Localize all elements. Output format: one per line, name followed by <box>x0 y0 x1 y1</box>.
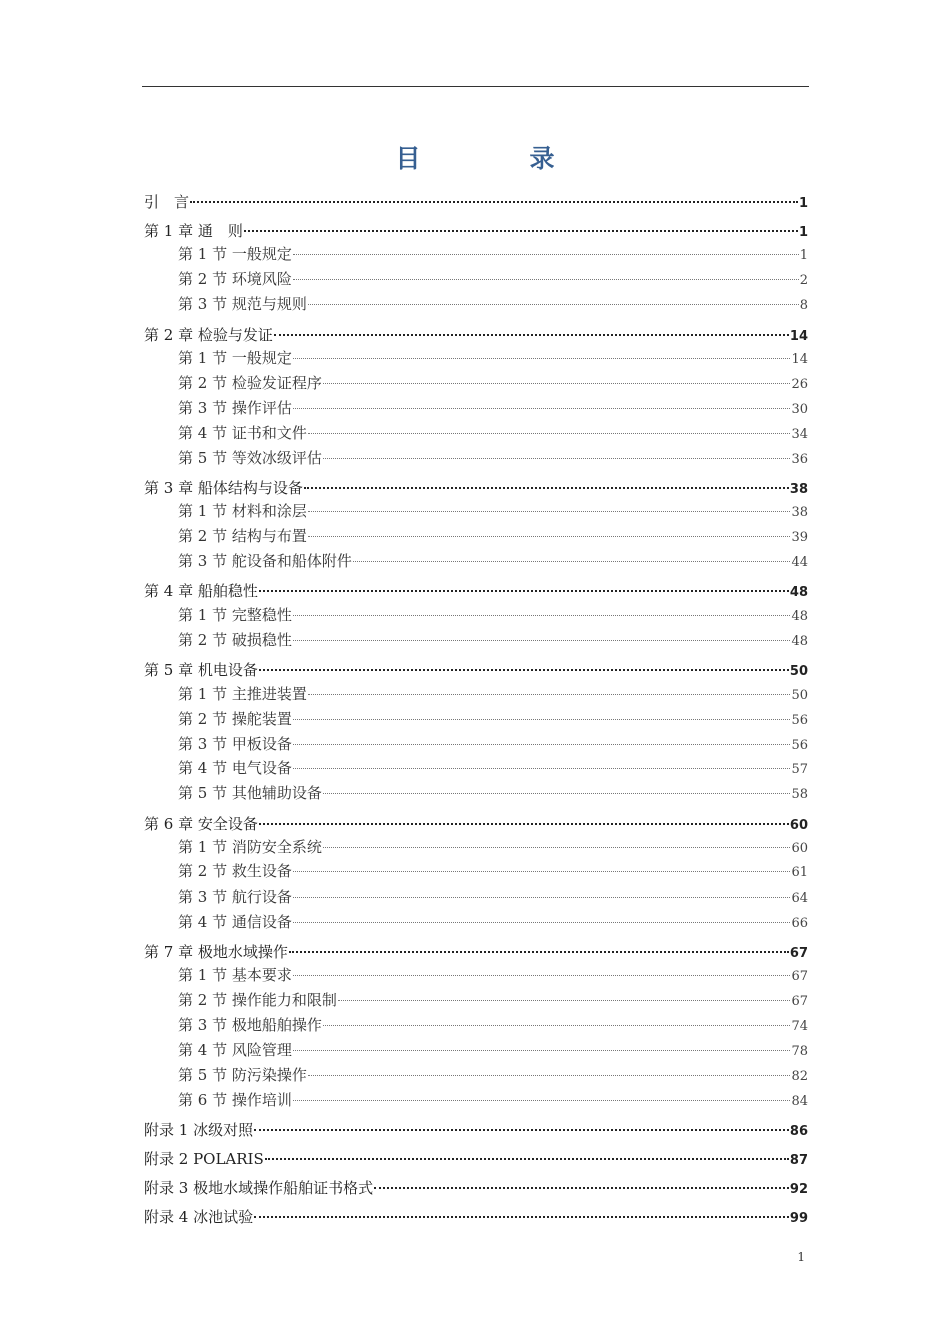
toc-chapter-entry[interactable] <box>144 1178 808 1198</box>
toc-entry-label: 第 3 节 极地船舶操作 <box>178 1016 322 1034</box>
toc-entry-page: 38 <box>789 482 808 497</box>
dot-leader <box>293 975 791 976</box>
toc-chapter-entry[interactable] <box>144 1207 808 1227</box>
toc-entry-label: 第 5 节 防污染操作 <box>178 1066 307 1084</box>
dot-leader <box>293 897 791 898</box>
toc-section-entry[interactable] <box>144 837 808 857</box>
toc-entry-page: 82 <box>791 1069 808 1084</box>
toc-entry-label: 第 3 节 规范与规则 <box>178 295 307 313</box>
toc-section-entry[interactable] <box>144 448 808 468</box>
toc-section-entry[interactable] <box>144 1015 808 1035</box>
toc-entry-label: 第 2 节 救生设备 <box>178 862 292 880</box>
dot-leader <box>323 793 791 794</box>
toc-entry-page: 1 <box>799 248 808 263</box>
toc-entry-page: 78 <box>791 1044 808 1059</box>
dot-leader <box>323 847 791 848</box>
toc-entry-page: 56 <box>791 713 808 728</box>
dot-leader <box>293 719 791 720</box>
dot-leader <box>293 254 799 255</box>
toc-entry-page: 61 <box>791 865 808 880</box>
toc-entry-label: 第 7 章 极地水域操作 <box>144 943 288 961</box>
dot-leader <box>244 230 798 232</box>
toc-entry-label: 第 2 节 检验发证程序 <box>178 374 322 392</box>
toc-entry-page: 50 <box>789 664 808 679</box>
dot-leader <box>293 408 791 409</box>
dot-leader <box>293 279 799 280</box>
toc-section-entry[interactable] <box>144 684 808 704</box>
toc-entry-label: 第 2 节 结构与布置 <box>178 527 307 545</box>
dot-leader <box>293 922 791 923</box>
toc-entry-label: 第 2 节 操作能力和限制 <box>178 991 337 1009</box>
toc-chapter-entry[interactable] <box>144 221 808 241</box>
toc-entry-page: 56 <box>791 738 808 753</box>
toc-entry-label: 第 1 章 通 则 <box>144 222 243 240</box>
toc-chapter-entry[interactable] <box>144 942 808 962</box>
toc-entry-page: 1 <box>798 196 808 211</box>
toc-entry-page: 92 <box>789 1182 808 1197</box>
toc-entry-label: 第 4 节 电气设备 <box>178 759 292 777</box>
dot-leader <box>374 1187 789 1189</box>
toc-entry-label: 第 4 节 证书和文件 <box>178 424 307 442</box>
toc-section-entry[interactable] <box>144 783 808 803</box>
toc-entry-page: 26 <box>791 377 808 392</box>
toc-entry-label: 第 3 章 船体结构与设备 <box>144 479 303 497</box>
dot-leader <box>353 561 791 562</box>
toc-section-entry[interactable] <box>144 1090 808 1110</box>
toc-entry-page: 34 <box>791 427 808 442</box>
toc-section-entry[interactable] <box>144 758 808 778</box>
toc-entry-label: 第 3 节 航行设备 <box>178 888 292 906</box>
toc-entry-label: 引 言 <box>144 193 190 211</box>
toc-entry-label: 第 1 节 完整稳性 <box>178 606 292 624</box>
toc-section-entry[interactable] <box>144 294 808 314</box>
toc-entry-label: 第 6 节 操作培训 <box>178 1091 292 1109</box>
toc-chapter-entry[interactable] <box>144 1149 808 1169</box>
toc-section-entry[interactable] <box>144 734 808 754</box>
toc-chapter-entry[interactable] <box>144 581 808 601</box>
dot-leader <box>254 1129 789 1131</box>
toc-entry-label: 第 1 节 一般规定 <box>178 349 292 367</box>
toc-entry-page: 48 <box>791 609 808 624</box>
toc-entry-label: 第 3 节 舵设备和船体附件 <box>178 552 352 570</box>
toc-entry-label: 附录 1 冰级对照 <box>144 1121 254 1139</box>
toc-entry-page: 57 <box>791 762 808 777</box>
toc-section-entry[interactable] <box>144 551 808 571</box>
toc-entry-label: 第 1 节 主推进装置 <box>178 685 307 703</box>
toc-entry-page: 39 <box>791 530 808 545</box>
toc-entry-page: 44 <box>791 555 808 570</box>
toc-entry-page: 60 <box>789 818 808 833</box>
page-number: 1 <box>797 1250 805 1264</box>
dot-leader <box>323 458 791 459</box>
toc-entry-label: 第 2 章 检验与发证 <box>144 326 273 344</box>
toc-entry-label: 第 2 节 破损稳性 <box>178 631 292 649</box>
toc-chapter-entry[interactable] <box>144 478 808 498</box>
dot-leader <box>293 1050 791 1051</box>
toc-entry-label: 附录 4 冰池试验 <box>144 1208 254 1226</box>
toc-entry-page: 48 <box>791 634 808 649</box>
dot-leader <box>265 1158 789 1160</box>
toc-entry-label: 第 2 节 环境风险 <box>178 270 292 288</box>
dot-leader <box>308 694 791 695</box>
toc-entry-label: 附录 3 极地水域操作船舶证书格式 <box>144 1179 374 1197</box>
dot-leader <box>304 487 789 489</box>
toc-chapter-entry[interactable] <box>144 814 808 834</box>
header-rule <box>142 86 809 87</box>
toc-entry-page: 2 <box>799 273 808 288</box>
dot-leader <box>259 669 789 671</box>
dot-leader <box>293 871 791 872</box>
dot-leader <box>308 304 799 305</box>
toc-entry-page: 8 <box>799 298 808 313</box>
toc-section-entry[interactable] <box>144 1065 808 1085</box>
dot-leader <box>259 590 789 592</box>
toc-entry-page: 60 <box>791 841 808 856</box>
toc-section-entry[interactable] <box>144 1040 808 1060</box>
toc-entry-label: 第 6 章 安全设备 <box>144 815 258 833</box>
toc-entry-label: 第 3 节 操作评估 <box>178 399 292 417</box>
toc-section-entry[interactable] <box>144 887 808 907</box>
toc-chapter-entry[interactable] <box>144 1120 808 1140</box>
toc-entry-label: 第 4 节 通信设备 <box>178 913 292 931</box>
dot-leader <box>259 823 789 825</box>
toc-entry-label: 第 5 节 其他辅助设备 <box>178 784 322 802</box>
toc-section-entry[interactable] <box>144 912 808 932</box>
dot-leader <box>293 358 791 359</box>
toc-section-entry[interactable] <box>144 990 808 1010</box>
toc-entry-page: 74 <box>791 1019 808 1034</box>
toc-section-entry[interactable] <box>144 861 808 881</box>
dot-leader <box>293 615 791 616</box>
toc-entry-page: 38 <box>791 505 808 520</box>
toc-chapter-entry[interactable] <box>144 660 808 680</box>
dot-leader <box>293 768 791 769</box>
toc-section-entry[interactable] <box>144 423 808 443</box>
dot-leader <box>293 1100 791 1101</box>
dot-leader <box>289 951 789 953</box>
toc-entry-label: 第 5 章 机电设备 <box>144 661 258 679</box>
toc-section-entry[interactable] <box>144 373 808 393</box>
dot-leader <box>293 640 791 641</box>
toc-entry-label: 第 5 节 等效冰级评估 <box>178 449 322 467</box>
dot-leader <box>308 536 791 537</box>
toc-entry-label: 第 2 节 操舵装置 <box>178 710 292 728</box>
toc-section-entry[interactable] <box>144 526 808 546</box>
toc-entry-page: 64 <box>791 891 808 906</box>
dot-leader <box>308 511 791 512</box>
dot-leader <box>308 433 791 434</box>
toc-chapter-entry[interactable] <box>144 325 808 345</box>
dot-leader <box>254 1216 789 1218</box>
toc-entry-page: 36 <box>791 452 808 467</box>
toc-entry-label: 第 1 节 一般规定 <box>178 245 292 263</box>
toc-chapter-entry[interactable] <box>144 192 808 212</box>
toc-entry-page: 30 <box>791 402 808 417</box>
toc-section-entry[interactable] <box>144 605 808 625</box>
toc-section-entry[interactable] <box>144 709 808 729</box>
dot-leader <box>274 334 789 336</box>
dot-leader <box>308 1075 791 1076</box>
toc-section-entry[interactable] <box>144 501 808 521</box>
toc-entry-page: 48 <box>789 585 808 600</box>
toc-entry-page: 86 <box>789 1124 808 1139</box>
toc-entry-page: 1 <box>798 225 808 240</box>
toc-entry-label: 第 1 节 基本要求 <box>178 966 292 984</box>
dot-leader <box>323 1025 791 1026</box>
toc-entry-page: 87 <box>789 1153 808 1168</box>
toc-entry-page: 84 <box>791 1094 808 1109</box>
toc-entry-label: 第 1 节 消防安全系统 <box>178 838 322 856</box>
toc-section-entry[interactable] <box>144 965 808 985</box>
toc-entry-page: 67 <box>791 994 808 1009</box>
dot-leader <box>293 744 791 745</box>
toc-entry-page: 66 <box>791 916 808 931</box>
toc-entry-label: 第 4 章 船舶稳性 <box>144 582 258 600</box>
toc-entry-page: 50 <box>791 688 808 703</box>
toc-section-entry[interactable] <box>144 348 808 368</box>
toc-entry-page: 99 <box>789 1211 808 1226</box>
toc-entry-page: 14 <box>791 352 808 367</box>
toc-section-entry[interactable] <box>144 398 808 418</box>
toc-section-entry[interactable] <box>144 244 808 264</box>
page-title: 目 录 <box>395 144 597 173</box>
dot-leader <box>338 1000 791 1001</box>
toc-entry-label: 第 4 节 风险管理 <box>178 1041 292 1059</box>
toc-entry-page: 67 <box>791 969 808 984</box>
toc-section-entry[interactable] <box>144 269 808 289</box>
toc-section-entry[interactable] <box>144 630 808 650</box>
dot-leader <box>190 201 798 203</box>
toc-entry-label: 第 1 节 材料和涂层 <box>178 502 307 520</box>
dot-leader <box>323 383 791 384</box>
toc-entry-label: 附录 2 POLARIS <box>144 1150 264 1168</box>
toc-entry-page: 14 <box>789 329 808 344</box>
toc-entry-label: 第 3 节 甲板设备 <box>178 735 292 753</box>
toc-entry-page: 58 <box>791 787 808 802</box>
toc-entry-page: 67 <box>789 946 808 961</box>
